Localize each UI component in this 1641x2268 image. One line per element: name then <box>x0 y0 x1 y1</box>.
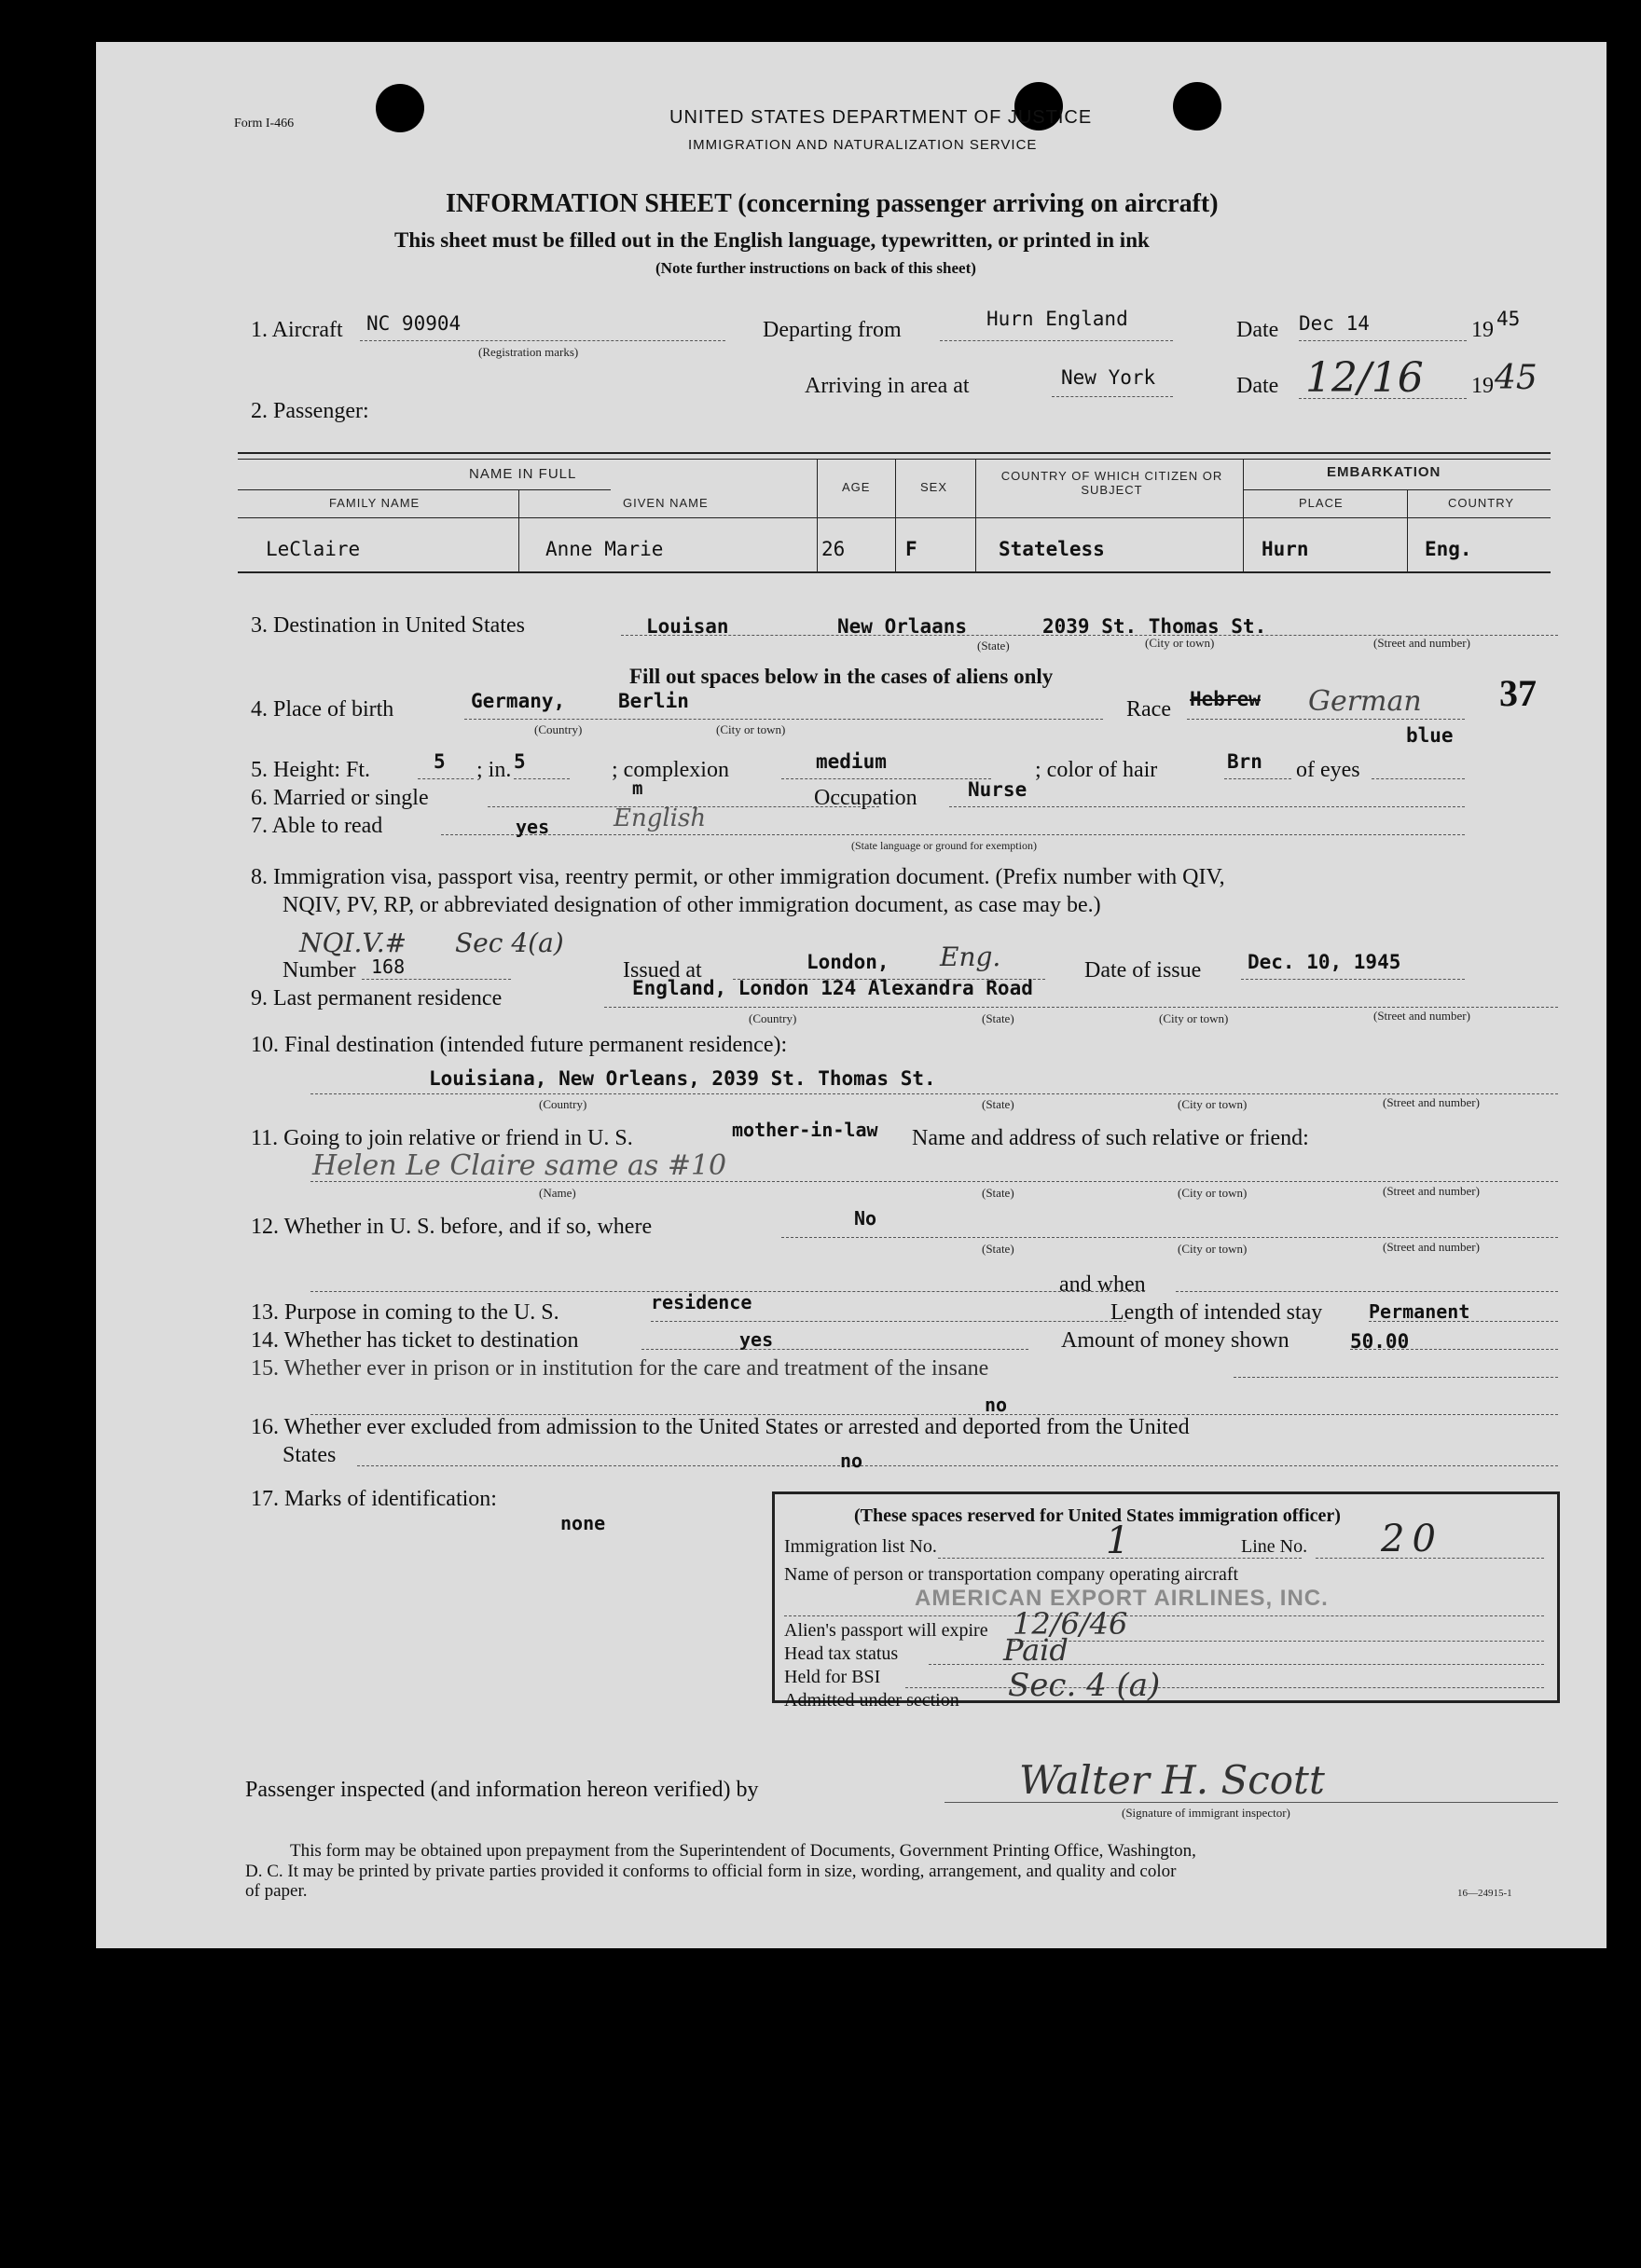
hair-value: Brn <box>1227 750 1262 773</box>
passport-expire-value: 12/6/46 <box>1013 1606 1128 1642</box>
dest-city-value: New Orlaans <box>837 615 968 638</box>
complexion-label: ; complexion <box>612 758 729 782</box>
inspector-signature: Walter H. Scott <box>1019 1757 1325 1803</box>
issue-date-label: Date of issue <box>1084 958 1202 983</box>
hair-label: ; color of hair <box>1035 758 1158 782</box>
name-caption: (Name) <box>539 1186 576 1200</box>
race-number: 37 <box>1499 672 1537 714</box>
arrive-year-value: 45 <box>1495 359 1538 397</box>
final-destination-label: 10. Final destination (intended future permanent residence): <box>251 1033 788 1057</box>
country-citizen-header: COUNTRY OF WHICH CITIZEN OR SUBJECT <box>1000 469 1223 497</box>
operator-stamp: AMERICAN EXPORT AIRLINES, INC. <box>915 1586 1329 1611</box>
country-caption: (Country) <box>539 1097 587 1111</box>
married-label: 6. Married or single <box>251 786 429 810</box>
street-caption: (Street and number) <box>1383 1184 1480 1198</box>
prison-value: no <box>985 1394 1008 1416</box>
head-tax-label: Head tax status <box>784 1643 899 1664</box>
immigration-doc-label-1: 8. Immigration visa, passport visa, reentry permit, or other immigration document. (Prefix number with QIV, <box>251 865 1225 889</box>
race-handwritten: German <box>1308 685 1422 718</box>
issued-at-value: London, <box>807 951 889 973</box>
purpose-value: residence <box>651 1291 752 1313</box>
city-caption: (City or town) <box>1178 1242 1248 1256</box>
passport-expire-label: Alien's passport will expire <box>784 1620 988 1641</box>
doc-number-value: 168 <box>371 955 406 978</box>
issued-at-handwritten: Eng. <box>940 942 1001 972</box>
number-label: Number <box>283 958 356 983</box>
and-when-label: and when <box>1059 1272 1146 1297</box>
final-destination-value: Louisiana, New Orleans, 2039 St. Thomas St. <box>429 1067 936 1090</box>
money-value: 50.00 <box>1350 1330 1410 1353</box>
issue-date-value: Dec. 10, 1945 <box>1248 951 1401 973</box>
age-header: AGE <box>842 480 871 494</box>
arrive-date-value: 12/16 <box>1305 354 1424 402</box>
state-caption: (State) <box>982 1242 1014 1256</box>
complexion-value: medium <box>816 750 887 773</box>
read-label: 7. Able to read <box>251 814 383 838</box>
department-title: UNITED STATES DEPARTMENT OF JUSTICE <box>669 107 1093 128</box>
in-us-value: No <box>854 1207 877 1230</box>
height-in-value: 5 <box>514 750 526 773</box>
depart-year-value: 45 <box>1496 308 1521 330</box>
sex-value: F <box>905 538 917 560</box>
doc-handwritten-section: Sec 4(a) <box>455 928 564 958</box>
length-stay-value: Permanent <box>1369 1300 1470 1323</box>
height-ft-value: 5 <box>434 750 446 773</box>
eyes-label: of eyes <box>1296 758 1360 782</box>
issued-at-label: Issued at <box>623 958 702 983</box>
last-residence-value: England, London 124 Alexandra Road <box>632 977 1033 999</box>
officer-box-title: (These spaces reserved for United States immigration officer) <box>854 1505 1341 1526</box>
form-number: Form I-466 <box>234 117 295 131</box>
arrive-date-label: Date <box>1236 374 1279 398</box>
relative-value: mother-in-law <box>732 1119 878 1141</box>
street-caption: (Street and number) <box>1383 1240 1480 1254</box>
instruction-note: (Note further instructions on back of this sheet) <box>655 259 976 277</box>
birth-city-caption: (City or town) <box>716 722 786 736</box>
race-label: Race <box>1126 697 1171 722</box>
departing-label: Departing from <box>763 318 902 342</box>
admitted-value: Sec. 4 (a) <box>1008 1667 1161 1704</box>
head-tax-value: Paid <box>1003 1632 1069 1668</box>
aliens-only-heading: Fill out spaces below in the cases of aliens only <box>629 665 1054 688</box>
birth-country-value: Germany, <box>471 690 566 712</box>
state-language-caption: (State language or ground for exemption) <box>851 839 1037 852</box>
list-no-label: Immigration list No. <box>784 1536 937 1557</box>
city-caption: (City or town) <box>1178 1097 1248 1111</box>
aircraft-value: NC 90904 <box>366 312 462 335</box>
sheet-title: INFORMATION SHEET (concerning passenger arriving on aircraft) <box>446 189 1219 218</box>
state-caption: (State) <box>977 639 1010 653</box>
footer-line-1: This form may be obtained upon prepayment from the Superintendent of Documents, Government Printing Office, Washington, <box>290 1841 1196 1861</box>
length-stay-label: Length of intended stay <box>1110 1300 1323 1325</box>
state-caption: (State) <box>982 1011 1014 1025</box>
married-value: m <box>632 778 643 799</box>
city-caption: (City or town) <box>1159 1011 1229 1025</box>
sex-header: SEX <box>920 480 948 494</box>
eyes-value: blue <box>1406 724 1454 747</box>
going-to-join-label: 11. Going to join relative or friend in U. S. <box>251 1126 633 1150</box>
family-name-value: LeClaire <box>266 538 361 560</box>
officer-box <box>772 1491 1560 1711</box>
footer-line-2: D. C. It may be printed by private parties provided it conforms to official form in size, wording, arrangement, and quality and color <box>245 1862 1177 1881</box>
state-caption: (State) <box>982 1097 1014 1111</box>
street-caption: (Street and number) <box>1383 1095 1480 1109</box>
height-label: 5. Height: Ft. <box>251 758 371 782</box>
inspected-label: Passenger inspected (and information hereon verified) by <box>245 1778 759 1802</box>
excluded-label-1: 16. Whether ever excluded from admission to the United States or arrested and deported from the United <box>251 1415 1190 1439</box>
passenger-label: 2. Passenger: <box>251 399 369 423</box>
relative-handwritten: Helen Le Claire same as #10 <box>312 1149 727 1182</box>
print-code: 16—24915-1 <box>1457 1888 1512 1899</box>
instruction-line: This sheet must be filled out in the English language, typewritten, or printed in ink <box>394 228 1150 252</box>
citizen-value: Stateless <box>999 538 1105 560</box>
punch-hole <box>376 84 424 132</box>
prison-label: 15. Whether ever in prison or in institution for the care and treatment of the insane <box>251 1356 989 1381</box>
line-no-value: 20 <box>1381 1518 1443 1560</box>
state-caption: (State) <box>982 1186 1014 1200</box>
depart-date-value: Dec 14 <box>1299 312 1370 335</box>
dest-state-value: Louisan <box>646 615 729 638</box>
arrive-year-prefix: 19 <box>1471 374 1494 398</box>
money-label: Amount of money shown <box>1061 1328 1289 1353</box>
street-caption: (Street and number) <box>1373 636 1470 650</box>
marks-label: 17. Marks of identification: <box>251 1487 497 1511</box>
city-caption: (City or town) <box>1178 1186 1248 1200</box>
marks-value: none <box>560 1512 606 1534</box>
registration-caption: (Registration marks) <box>478 345 579 359</box>
in-us-label: 12. Whether in U. S. before, and if so, where <box>251 1215 653 1239</box>
punch-hole <box>1173 82 1221 131</box>
departing-value: Hurn England <box>986 308 1128 330</box>
birth-country-caption: (Country) <box>534 722 583 736</box>
age-value: 26 <box>821 538 846 560</box>
arriving-value: New York <box>1061 366 1156 389</box>
place-header: PLACE <box>1299 496 1344 510</box>
occupation-value: Nurse <box>968 778 1027 801</box>
depart-date-label: Date <box>1236 318 1279 342</box>
last-residence-label: 9. Last permanent residence <box>251 986 503 1010</box>
admitted-label: Admitted under section <box>784 1690 959 1711</box>
city-caption: (City or town) <box>1145 636 1215 650</box>
excluded-label-2: States <box>283 1443 337 1467</box>
depart-year-prefix: 19 <box>1471 318 1494 342</box>
family-name-header: FAMILY NAME <box>329 496 421 510</box>
name-in-full-header: NAME IN FULL <box>469 466 577 482</box>
race-value: Hebrew <box>1190 688 1261 710</box>
held-bsi-label: Held for BSI <box>784 1667 881 1687</box>
embarkation-header: EMBARKATION <box>1327 464 1441 480</box>
read-handwritten: English <box>614 804 707 832</box>
country-header: COUNTRY <box>1448 496 1515 510</box>
occupation-label: Occupation <box>814 786 917 810</box>
immigration-doc-label-2: NQIV, PV, RP, or abbreviated designation of other immigration document, as case may be.) <box>283 893 1101 917</box>
dest-street-value: 2039 St. Thomas St. <box>1042 615 1267 638</box>
given-name-value: Anne Marie <box>545 538 664 560</box>
arriving-label: Arriving in area at <box>805 374 970 398</box>
read-value: yes <box>516 816 550 838</box>
line-no-label: Line No. <box>1241 1536 1308 1557</box>
list-no-value: 1 <box>1106 1519 1130 1562</box>
destination-label: 3. Destination in United States <box>251 613 525 638</box>
emb-country-value: Eng. <box>1425 538 1472 560</box>
emb-place-value: Hurn <box>1262 538 1309 560</box>
name-address-label: Name and address of such relative or friend: <box>912 1126 1309 1150</box>
street-caption: (Street and number) <box>1373 1009 1470 1023</box>
birth-label: 4. Place of birth <box>251 697 394 722</box>
birth-city-value: Berlin <box>618 690 689 712</box>
service-title: IMMIGRATION AND NATURALIZATION SERVICE <box>688 137 1038 153</box>
doc-handwritten-prefix: NQI.V.# <box>299 928 407 958</box>
excluded-value: no <box>840 1450 863 1472</box>
ticket-value: yes <box>739 1328 774 1351</box>
signature-caption: (Signature of immigrant inspector) <box>1122 1806 1290 1820</box>
footer-line-3: of paper. <box>245 1881 308 1901</box>
given-name-header: GIVEN NAME <box>623 496 709 510</box>
country-caption: (Country) <box>749 1011 797 1025</box>
purpose-label: 13. Purpose in coming to the U. S. <box>251 1300 559 1325</box>
height-in-label: ; in. <box>476 758 512 782</box>
aircraft-label: 1. Aircraft <box>251 318 343 342</box>
form-sheet <box>96 42 1607 1948</box>
operator-label: Name of person or transportation company operating aircraft <box>784 1564 1239 1585</box>
ticket-label: 14. Whether has ticket to destination <box>251 1328 579 1353</box>
